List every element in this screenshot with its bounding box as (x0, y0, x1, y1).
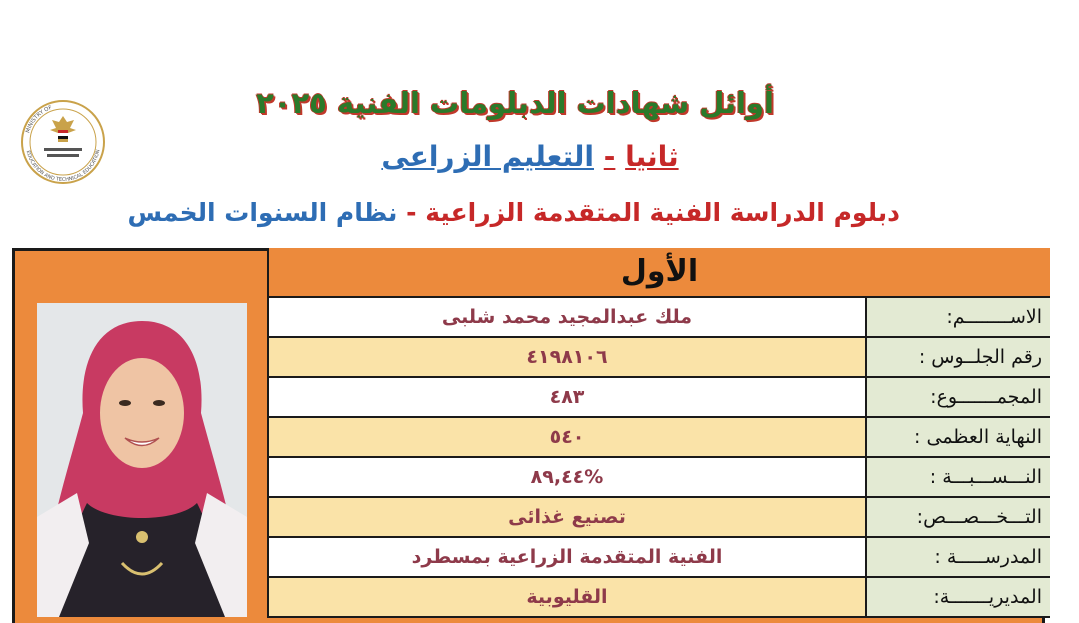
directorate-value: القليوبية (269, 578, 867, 616)
table-row (269, 298, 1050, 338)
table-row (269, 498, 1050, 538)
student-card (12, 248, 1045, 623)
max-score-value: ٥٤٠ (269, 418, 867, 456)
section-name: التعليم الزراعى (381, 140, 594, 173)
page-title: أوائل شهادات الدبلومات الفنية ٢٠٢٥ (256, 86, 774, 120)
directorate-label: المديريـــــــة: (867, 578, 1050, 616)
ministry-logo (14, 98, 112, 186)
section-dash: - (603, 140, 616, 173)
total-value: ٤٨٣ (269, 378, 867, 416)
info-table (267, 248, 1050, 618)
total-label: المجمـــــــوع: (867, 378, 1050, 416)
table-row (269, 418, 1050, 458)
section-ordinal: ثانيا (625, 140, 679, 173)
diploma-system: نظام السنوات الخمس (127, 198, 398, 227)
svg-text:EDUCATION AND TECHNICAL EDUCAT: EDUCATION AND TECHNICAL EDUCATION (24, 148, 102, 184)
specialization-label: التـــخـــصـــص: (867, 498, 1050, 536)
school-value: الفنية المتقدمة الزراعية بمسطرد (269, 538, 867, 576)
specialization-value: تصنيع غذائى (269, 498, 867, 536)
table-row (269, 538, 1050, 578)
school-label: المدرســـــة : (867, 538, 1050, 576)
percentage-label: النـــســـبـــة : (867, 458, 1050, 496)
rank-header: الأول (269, 248, 1050, 298)
name-label: الاســــــــم: (867, 298, 1050, 336)
table-row (269, 338, 1050, 378)
svg-text:MINISTRY OF: MINISTRY OF (25, 104, 53, 134)
percentage-value: %٨٩,٤٤ (269, 458, 867, 496)
name-value: ملك عبدالمجيد محمد شلبى (269, 298, 867, 336)
diploma-title (127, 198, 900, 234)
seat-number-value: ٤١٩٨١٠٦ (269, 338, 867, 376)
diploma-name: دبلوم الدراسة الفنية المتقدمة الزراعية (425, 198, 900, 227)
table-row (269, 578, 1050, 618)
section-title (380, 140, 680, 180)
diploma-dash: - (406, 198, 417, 227)
table-row (269, 378, 1050, 418)
seat-number-label: رقم الجلــوس : (867, 338, 1050, 376)
student-photo (37, 303, 247, 617)
table-row (269, 458, 1050, 498)
max-score-label: النهاية العظمى : (867, 418, 1050, 456)
